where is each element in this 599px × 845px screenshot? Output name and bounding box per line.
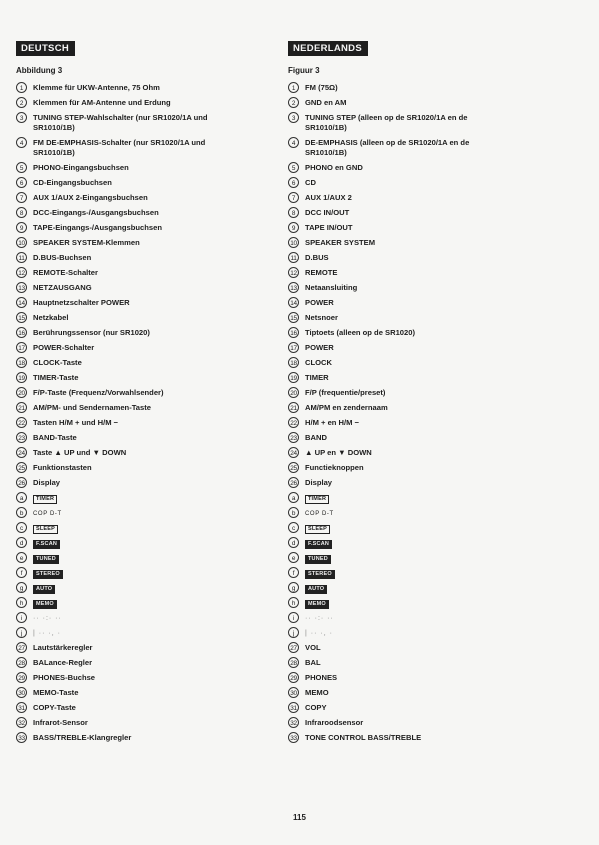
- item-label: Klemme für UKW-Antenne, 75 Ohm: [33, 83, 160, 92]
- item-label: PHONES-Buchse: [33, 673, 96, 682]
- list-item: [16, 298, 286, 313]
- list-item: [16, 403, 286, 418]
- list-item: [288, 328, 558, 343]
- item-number: 26: [288, 477, 299, 488]
- item-indicator: [305, 583, 558, 594]
- item-number: 1: [16, 82, 27, 93]
- list-item: [16, 733, 286, 748]
- list-item: [288, 313, 558, 328]
- display-indicator: AUTO: [33, 585, 55, 594]
- item-number: 18: [16, 357, 27, 368]
- list-item: [16, 688, 286, 703]
- item-label: Display: [305, 478, 333, 487]
- list-item: [288, 613, 558, 628]
- list-item: [16, 343, 286, 358]
- item-number: 5: [288, 162, 299, 173]
- item-indicator: [33, 628, 286, 639]
- item-number: e: [16, 552, 27, 563]
- item-number: 10: [288, 237, 299, 248]
- item-number: j: [16, 627, 27, 638]
- list-item: [16, 283, 286, 298]
- list-item: [288, 83, 558, 98]
- list-item: [288, 493, 558, 508]
- item-label: PHONO-Eingangsbuchsen: [33, 163, 129, 172]
- list-item: [288, 658, 558, 673]
- item-label: AUX 1/AUX 2: [305, 193, 352, 202]
- list-item: [288, 433, 558, 448]
- item-label: TONE CONTROL BASS/TREBLE: [305, 733, 422, 742]
- list-item: [288, 553, 558, 568]
- item-number: 19: [288, 372, 299, 383]
- item-indicator: [33, 613, 286, 624]
- item-number: 24: [16, 447, 27, 458]
- list-item: [288, 193, 558, 208]
- list-item: [16, 433, 286, 448]
- item-label: TAPE-Eingangs-/Ausgangsbuchsen: [33, 223, 162, 232]
- display-indicator: MEMO: [33, 600, 57, 609]
- item-number: h: [288, 597, 299, 608]
- item-number: 28: [16, 657, 27, 668]
- item-label: BALance-Regler: [33, 658, 93, 667]
- item-label: GND en AM: [305, 98, 347, 107]
- item-indicator: [305, 553, 558, 564]
- item-label: DCC IN/OUT: [305, 208, 350, 217]
- display-indicator: STEREO: [305, 570, 335, 579]
- item-number: 31: [288, 702, 299, 713]
- item-label: NETZAUSGANG: [33, 283, 92, 292]
- list-item: [288, 718, 558, 733]
- list-item: [16, 613, 286, 628]
- list-item: [288, 223, 558, 238]
- item-label: F/P (frequentie/preset): [305, 388, 386, 397]
- item-label: SPEAKER SYSTEM-Klemmen: [33, 238, 140, 247]
- item-label: Netsnoer: [305, 313, 338, 322]
- list-item: [16, 208, 286, 223]
- list-item: [16, 138, 286, 163]
- item-label: Display: [33, 478, 61, 487]
- item-indicator: [305, 538, 558, 549]
- display-indicator: F.SCAN: [33, 540, 60, 549]
- column-deutsch: [16, 38, 286, 748]
- item-list: [288, 83, 558, 748]
- item-number: 21: [288, 402, 299, 413]
- item-label: COPY: [305, 703, 327, 712]
- item-number: 17: [288, 342, 299, 353]
- list-item: [16, 478, 286, 493]
- list-item: [16, 553, 286, 568]
- item-label: BASS/TREBLE-Klangregler: [33, 733, 132, 742]
- list-item: [16, 98, 286, 113]
- figure-title: Figuur 3: [288, 66, 320, 75]
- item-number: 27: [288, 642, 299, 653]
- item-label: DE-EMPHASIS (alleen op de SR1020/1A en de SR1010/1B): [305, 138, 470, 157]
- language-tag: DEUTSCH: [16, 41, 75, 56]
- item-number: 22: [288, 417, 299, 428]
- item-number: 29: [16, 672, 27, 683]
- list-item: [16, 268, 286, 283]
- item-label: DCC-Eingangs-/Ausgangsbuchsen: [33, 208, 159, 217]
- list-item: [16, 598, 286, 613]
- list-item: [16, 238, 286, 253]
- display-indicator: TUNED: [305, 555, 331, 564]
- item-number: 15: [16, 312, 27, 323]
- item-label: FM (75Ω): [305, 83, 338, 92]
- item-number: 30: [288, 687, 299, 698]
- list-item: [16, 448, 286, 463]
- list-item: [288, 583, 558, 598]
- item-indicator: [33, 508, 286, 520]
- list-item: [16, 113, 286, 138]
- item-label: PHONO en GND: [305, 163, 363, 172]
- page-number: 115: [293, 813, 306, 822]
- list-item: [16, 163, 286, 178]
- item-indicator: [33, 538, 286, 549]
- item-label: Tasten H/M + und H/M −: [33, 418, 119, 427]
- list-item: [16, 373, 286, 388]
- display-indicator: F.SCAN: [305, 540, 332, 549]
- display-indicator: TIMER: [33, 495, 57, 504]
- item-number: 25: [16, 462, 27, 473]
- display-indicator: SLEEP: [305, 525, 330, 534]
- item-label: FM DE-EMPHASIS-Schalter (nur SR1020/1A und SR1010/1B): [33, 138, 206, 157]
- item-number: 6: [288, 177, 299, 188]
- list-item: [288, 733, 558, 748]
- item-number: 30: [16, 687, 27, 698]
- item-number: 21: [16, 402, 27, 413]
- item-indicator: [33, 553, 286, 564]
- item-number: g: [288, 582, 299, 593]
- item-number: 15: [288, 312, 299, 323]
- item-number: 32: [288, 717, 299, 728]
- item-label: TAPE IN/OUT: [305, 223, 353, 232]
- list-item: [16, 673, 286, 688]
- item-number: 5: [16, 162, 27, 173]
- item-number: 12: [288, 267, 299, 278]
- list-item: [288, 238, 558, 253]
- item-number: 14: [288, 297, 299, 308]
- item-label: Funktionstasten: [33, 463, 92, 472]
- item-indicator: [305, 598, 558, 609]
- language-tag: NEDERLANDS: [288, 41, 368, 56]
- item-indicator: [33, 523, 286, 534]
- item-number: 23: [288, 432, 299, 443]
- list-item: [288, 163, 558, 178]
- item-number: c: [16, 522, 27, 533]
- item-number: 11: [288, 252, 299, 263]
- display-indicator: STEREO: [33, 570, 63, 579]
- list-item: [16, 718, 286, 733]
- item-number: 1: [288, 82, 299, 93]
- list-item: [16, 358, 286, 373]
- item-label: VOL: [305, 643, 321, 652]
- item-number: 13: [288, 282, 299, 293]
- list-item: [16, 223, 286, 238]
- list-item: [16, 83, 286, 98]
- item-label: REMOTE: [305, 268, 338, 277]
- list-item: [16, 193, 286, 208]
- list-item: [16, 538, 286, 553]
- item-label: Taste ▲ UP und ▼ DOWN: [33, 448, 127, 457]
- item-number: 6: [16, 177, 27, 188]
- item-indicator: [305, 568, 558, 579]
- item-number: 8: [16, 207, 27, 218]
- list-item: [16, 313, 286, 328]
- list-item: [16, 703, 286, 718]
- item-number: 20: [16, 387, 27, 398]
- list-item: [16, 178, 286, 193]
- list-item: [288, 138, 558, 163]
- list-item: [288, 568, 558, 583]
- list-item: [288, 253, 558, 268]
- item-number: b: [16, 507, 27, 518]
- display-indicator: TUNED: [33, 555, 59, 564]
- item-number: 32: [16, 717, 27, 728]
- item-label: CLOCK-Taste: [33, 358, 82, 367]
- display-indicator: ·· ·:· ··: [305, 615, 334, 622]
- list-item: [288, 688, 558, 703]
- item-label: TUNING STEP-Wahlschalter (nur SR1020/1A und SR1010/1B): [33, 113, 208, 132]
- item-number: 12: [16, 267, 27, 278]
- item-label: D.BUS: [305, 253, 329, 262]
- item-number: 4: [288, 137, 299, 148]
- item-indicator: [305, 493, 558, 504]
- list-item: [288, 643, 558, 658]
- item-label: BAL: [305, 658, 321, 667]
- item-indicator: [33, 568, 286, 579]
- item-number: 33: [288, 732, 299, 743]
- display-indicator: | ·· ·, ·: [305, 630, 333, 637]
- item-label: Lautstärkeregler: [33, 643, 93, 652]
- item-number: i: [288, 612, 299, 623]
- item-label: COPY-Taste: [33, 703, 76, 712]
- list-item: [16, 523, 286, 538]
- item-label: AM/PM en zendernaam: [305, 403, 388, 412]
- item-indicator: [305, 508, 558, 520]
- list-item: [288, 178, 558, 193]
- item-number: 9: [288, 222, 299, 233]
- display-indicator: AUTO: [305, 585, 327, 594]
- item-number: a: [16, 492, 27, 503]
- list-item: [16, 463, 286, 478]
- list-item: [288, 628, 558, 643]
- item-label: Infraroodsensor: [305, 718, 364, 727]
- list-item: [288, 298, 558, 313]
- list-item: [288, 343, 558, 358]
- list-item: [16, 658, 286, 673]
- column-nederlands: [288, 38, 558, 748]
- item-number: 22: [16, 417, 27, 428]
- item-number: 31: [16, 702, 27, 713]
- item-label: D.BUS-Buchsen: [33, 253, 92, 262]
- item-number: e: [288, 552, 299, 563]
- item-number: 14: [16, 297, 27, 308]
- item-label: BAND-Taste: [33, 433, 77, 442]
- item-label: BAND: [305, 433, 327, 442]
- display-indicator: MEMO: [305, 600, 329, 609]
- item-number: 7: [288, 192, 299, 203]
- item-number: 17: [16, 342, 27, 353]
- display-indicator: COP D-T: [33, 511, 62, 517]
- item-number: 16: [288, 327, 299, 338]
- item-number: 10: [16, 237, 27, 248]
- item-number: 28: [288, 657, 299, 668]
- item-label: H/M + en H/M −: [305, 418, 360, 427]
- item-label: Netzkabel: [33, 313, 69, 322]
- item-indicator: [33, 583, 286, 594]
- item-label: AM/PM- und Sendernamen-Taste: [33, 403, 151, 412]
- item-number: 9: [16, 222, 27, 233]
- display-indicator: SLEEP: [33, 525, 58, 534]
- item-label: ▲ UP en ▼ DOWN: [305, 448, 372, 457]
- item-number: 16: [16, 327, 27, 338]
- item-number: 13: [16, 282, 27, 293]
- item-number: h: [16, 597, 27, 608]
- list-item: [16, 328, 286, 343]
- item-number: 2: [288, 97, 299, 108]
- item-label: SPEAKER SYSTEM: [305, 238, 376, 247]
- list-item: [288, 538, 558, 553]
- list-item: [288, 268, 558, 283]
- list-item: [288, 403, 558, 418]
- list-item: [16, 508, 286, 523]
- item-number: 29: [288, 672, 299, 683]
- item-number: 18: [288, 357, 299, 368]
- list-item: [16, 583, 286, 598]
- item-label: CLOCK: [305, 358, 332, 367]
- item-label: PHONES: [305, 673, 338, 682]
- item-number: 3: [288, 112, 299, 123]
- item-number: 11: [16, 252, 27, 263]
- item-number: d: [288, 537, 299, 548]
- list-item: [288, 448, 558, 463]
- item-list: [16, 83, 286, 748]
- item-label: Hauptnetzschalter POWER: [33, 298, 130, 307]
- display-indicator: TIMER: [305, 495, 329, 504]
- item-number: 4: [16, 137, 27, 148]
- item-number: i: [16, 612, 27, 623]
- display-indicator: COP D-T: [305, 511, 334, 517]
- item-label: CD: [305, 178, 316, 187]
- item-number: c: [288, 522, 299, 533]
- list-item: [288, 373, 558, 388]
- list-item: [16, 568, 286, 583]
- list-item: [16, 643, 286, 658]
- item-label: AUX 1/AUX 2-Eingangsbuchsen: [33, 193, 148, 202]
- list-item: [288, 463, 558, 478]
- list-item: [288, 418, 558, 433]
- list-item: [288, 508, 558, 523]
- item-indicator: [305, 613, 558, 624]
- item-label: REMOTE-Schalter: [33, 268, 98, 277]
- item-label: Netaansluiting: [305, 283, 358, 292]
- list-item: [288, 523, 558, 538]
- item-number: 2: [16, 97, 27, 108]
- item-indicator: [33, 598, 286, 609]
- item-number: 27: [16, 642, 27, 653]
- item-number: j: [288, 627, 299, 638]
- item-number: a: [288, 492, 299, 503]
- item-label: Klemmen für AM-Antenne und Erdung: [33, 98, 171, 107]
- item-number: 8: [288, 207, 299, 218]
- item-number: 26: [16, 477, 27, 488]
- item-number: 33: [16, 732, 27, 743]
- item-label: Functieknoppen: [305, 463, 364, 472]
- item-label: TIMER-Taste: [33, 373, 79, 382]
- item-label: TIMER: [305, 373, 329, 382]
- list-item: [288, 703, 558, 718]
- item-number: 23: [16, 432, 27, 443]
- item-number: b: [288, 507, 299, 518]
- item-label: CD-Eingangsbuchsen: [33, 178, 112, 187]
- list-item: [288, 673, 558, 688]
- list-item: [288, 598, 558, 613]
- list-item: [288, 478, 558, 493]
- item-label: Infrarot-Sensor: [33, 718, 88, 727]
- list-item: [288, 283, 558, 298]
- item-number: 25: [288, 462, 299, 473]
- item-number: 24: [288, 447, 299, 458]
- item-number: f: [16, 567, 27, 578]
- list-item: [16, 493, 286, 508]
- list-item: [16, 388, 286, 403]
- list-item: [288, 208, 558, 223]
- list-item: [288, 388, 558, 403]
- item-label: MEMO: [305, 688, 329, 697]
- list-item: [16, 418, 286, 433]
- item-label: POWER-Schalter: [33, 343, 95, 352]
- item-label: TUNING STEP (alleen op de SR1020/1A en de SR1010/1B): [305, 113, 468, 132]
- item-indicator: [305, 523, 558, 534]
- item-number: 20: [288, 387, 299, 398]
- item-number: 19: [16, 372, 27, 383]
- item-label: POWER: [305, 298, 334, 307]
- item-number: g: [16, 582, 27, 593]
- item-label: POWER: [305, 343, 334, 352]
- item-indicator: [33, 493, 286, 504]
- item-number: d: [16, 537, 27, 548]
- item-label: MEMO-Taste: [33, 688, 79, 697]
- item-label: Berührungssensor (nur SR1020): [33, 328, 150, 337]
- list-item: [288, 358, 558, 373]
- item-label: Tiptoets (alleen op de SR1020): [305, 328, 415, 337]
- list-item: [16, 628, 286, 643]
- display-indicator: ·· ·:· ··: [33, 615, 62, 622]
- item-indicator: [305, 628, 558, 639]
- item-number: 7: [16, 192, 27, 203]
- display-indicator: | ·· ·, ·: [33, 630, 61, 637]
- item-number: f: [288, 567, 299, 578]
- figure-title: Abbildung 3: [16, 66, 63, 75]
- list-item: [288, 98, 558, 113]
- item-label: F/P-Taste (Frequenz/Vorwahlsender): [33, 388, 164, 397]
- list-item: [16, 253, 286, 268]
- item-number: 3: [16, 112, 27, 123]
- list-item: [288, 113, 558, 138]
